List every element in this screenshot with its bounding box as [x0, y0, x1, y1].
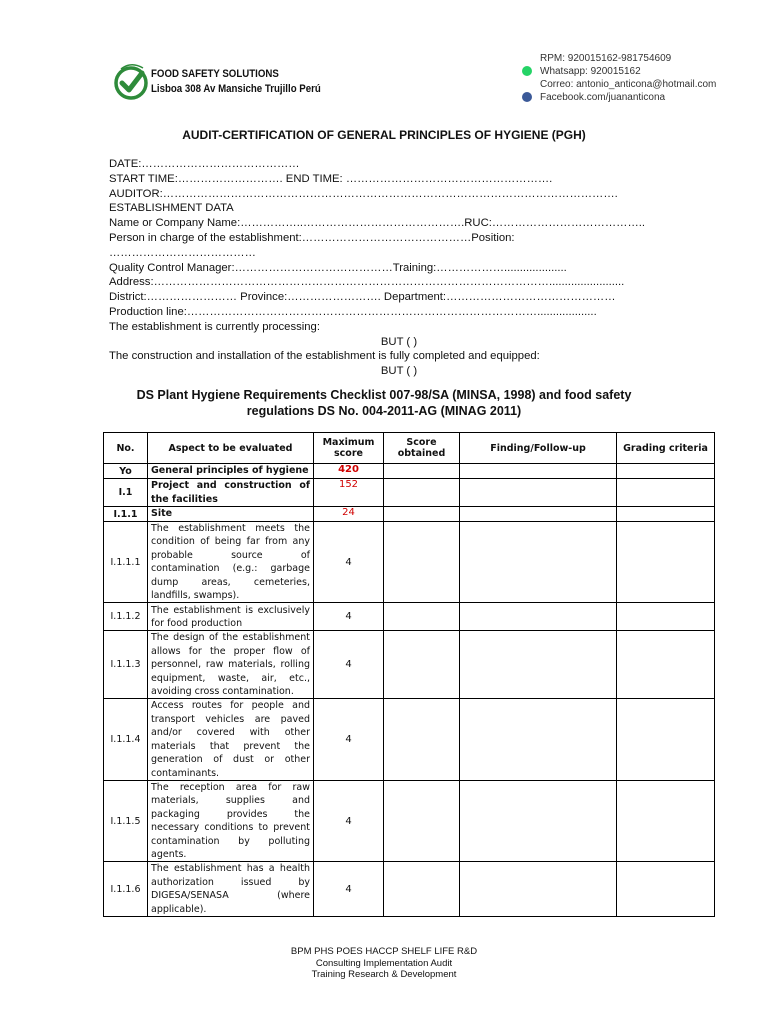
table-row: [104, 479, 715, 507]
cell-score-obtained[interactable]: [384, 603, 460, 631]
cell-finding[interactable]: [460, 522, 617, 603]
cell-grading[interactable]: [617, 780, 715, 861]
table-row: [104, 631, 715, 699]
whatsapp-icon: [522, 66, 532, 76]
form-production-line: Production line:…………………………………………………………………………………...................: [109, 305, 597, 318]
cell-finding[interactable]: [460, 862, 617, 917]
cell-score-obtained[interactable]: [384, 780, 460, 861]
table-row: [104, 507, 715, 522]
form-time: START TIME:………………………. END TIME: ……………………………………………….: [109, 172, 553, 185]
table-row: [104, 862, 715, 917]
cell-no: I.1.1.6: [104, 862, 148, 917]
form-processing: The establishment is currently processing:: [109, 320, 320, 333]
table-row: [104, 780, 715, 861]
company-address: Lisboa 308 Av Mansiche Trujillo Perú: [151, 83, 321, 95]
cell-finding[interactable]: [460, 603, 617, 631]
cell-no: I.1.1.2: [104, 603, 148, 631]
cell-finding[interactable]: [460, 699, 617, 780]
check-badge-icon: [113, 57, 163, 107]
cell-max-score: 4: [314, 631, 384, 699]
cell-score-obtained[interactable]: [384, 522, 460, 603]
checklist-table: [103, 432, 715, 917]
audit-form: [109, 157, 669, 379]
cell-grading[interactable]: [617, 479, 715, 507]
cell-aspect: Site: [148, 507, 314, 522]
cell-max-score: 420: [314, 464, 384, 479]
cell-max-score: 152: [314, 479, 384, 507]
cell-no: I.1: [104, 479, 148, 507]
form-address: Address:……………………………………………………………………………………………........................: [109, 276, 625, 289]
header-no: No.: [104, 433, 148, 464]
cell-aspect: Access routes for people and transport vehicles are paved and/or covered with other materials that prevent the generation of dust or other contaminants.: [148, 699, 314, 780]
cell-aspect: The establishment has a health authorization issued by DIGESA/SENASA (where applicable).: [148, 862, 314, 917]
cell-aspect: The establishment is exclusively for food production: [148, 603, 314, 631]
cell-max-score: 4: [314, 699, 384, 780]
cell-max-score: 4: [314, 522, 384, 603]
cell-grading[interactable]: [617, 507, 715, 522]
footer-line: Consulting Implementation Audit: [315, 957, 453, 969]
cell-score-obtained[interactable]: [384, 862, 460, 917]
cell-grading[interactable]: [617, 603, 715, 631]
page-footer: [0, 946, 768, 981]
footer-line: Training Research & Development: [311, 969, 457, 980]
cell-finding[interactable]: [460, 631, 617, 699]
form-person-in-charge: Person in charge of the establishment:………………………………………Position:: [109, 231, 515, 244]
checklist-title: DS Plant Hygiene Requirements Checklist 007-98/SA (MINSA, 1998) and food safety regulations DS No. 004-2011-AG (MINAG 2011): [136, 388, 632, 418]
cell-aspect: The establishment meets the condition of being far from any probable source of contamination (e.g.: garbage dump areas, cemeteries, landfills, swamps).: [148, 522, 314, 603]
cell-grading[interactable]: [617, 631, 715, 699]
cell-score-obtained[interactable]: [384, 507, 460, 522]
cell-max-score: 24: [314, 507, 384, 522]
form-auditor: AUDITOR:………………………………………………………………………………………………………….: [109, 187, 618, 200]
contact-text: Correo: antonio_anticona@hotmail.com: [540, 79, 717, 90]
cell-score-obtained[interactable]: [384, 479, 460, 507]
footer-line: BPM PHS POES HACCP SHELF LIFE R&D: [290, 946, 478, 957]
contact-text: RPM: 920015162-981754609: [540, 53, 672, 64]
cell-no: Yo: [104, 464, 148, 479]
contact-text: Facebook.com/juananticona: [540, 92, 666, 103]
header-score-obtained: Score obtained: [384, 433, 460, 464]
table-row: [104, 603, 715, 631]
cell-grading[interactable]: [617, 464, 715, 479]
cell-finding[interactable]: [460, 507, 617, 522]
table-row: [104, 522, 715, 603]
contact-text: Whatsapp: 920015162: [540, 66, 641, 77]
cell-no: I.1.1.1: [104, 522, 148, 603]
table-row: [104, 699, 715, 780]
cell-no: I.1.1: [104, 507, 148, 522]
cell-no: I.1.1.4: [104, 699, 148, 780]
cell-finding[interactable]: [460, 479, 617, 507]
cell-grading[interactable]: [617, 862, 715, 917]
company-logo: [113, 57, 321, 109]
cell-score-obtained[interactable]: [384, 631, 460, 699]
cell-finding[interactable]: [460, 464, 617, 479]
table-header-row: [104, 433, 715, 464]
document-title: AUDIT-CERTIFICATION OF GENERAL PRINCIPLES OF HYGIENE (PGH): [182, 128, 586, 142]
form-district: District:…………………… Province:……………………. Department:………………………………………: [109, 291, 616, 304]
form-but-1: BUT ( ): [380, 335, 418, 348]
header-grading: Grading criteria: [617, 433, 715, 464]
table-row: [104, 464, 715, 479]
cell-aspect: The design of the establishment allows for the proper flow of personnel, raw materials, rolling equipment, waste, air, etc., avoiding cross contamination.: [148, 631, 314, 699]
cell-no: I.1.1.3: [104, 631, 148, 699]
cell-aspect: General principles of hygiene: [148, 464, 314, 479]
header-max-score: Maximum score: [314, 433, 384, 464]
form-construction: The construction and installation of the establishment is fully completed and equipped:: [109, 350, 540, 363]
cell-score-obtained[interactable]: [384, 699, 460, 780]
form-company: Name or Company Name:……………..…………………………………….RUC:…………………………………..: [109, 217, 646, 230]
form-position-dots: …………………………………: [109, 246, 256, 259]
cell-max-score: 4: [314, 603, 384, 631]
cell-aspect: The reception area for raw materials, supplies and packaging provides the necessary conditions to prevent contamination by polluting agents.: [148, 780, 314, 861]
cell-finding[interactable]: [460, 780, 617, 861]
cell-score-obtained[interactable]: [384, 464, 460, 479]
cell-max-score: 4: [314, 862, 384, 917]
cell-aspect: Project and construction of the facilities: [148, 479, 314, 507]
company-name: FOOD SAFETY SOLUTIONS: [151, 68, 279, 80]
header-aspect: Aspect to be evaluated: [148, 433, 314, 464]
form-date: DATE:……………………………………: [109, 158, 300, 170]
form-but-2: BUT ( ): [380, 365, 418, 378]
cell-grading[interactable]: [617, 522, 715, 603]
facebook-icon: [522, 92, 532, 102]
form-quality-manager: Quality Control Manager:……………………………………Training:………………....................: [109, 261, 567, 274]
form-section-label: ESTABLISHMENT DATA: [109, 202, 234, 215]
header-finding: Finding/Follow-up: [460, 433, 617, 464]
cell-no: I.1.1.5: [104, 780, 148, 861]
cell-max-score: 4: [314, 780, 384, 861]
cell-grading[interactable]: [617, 699, 715, 780]
